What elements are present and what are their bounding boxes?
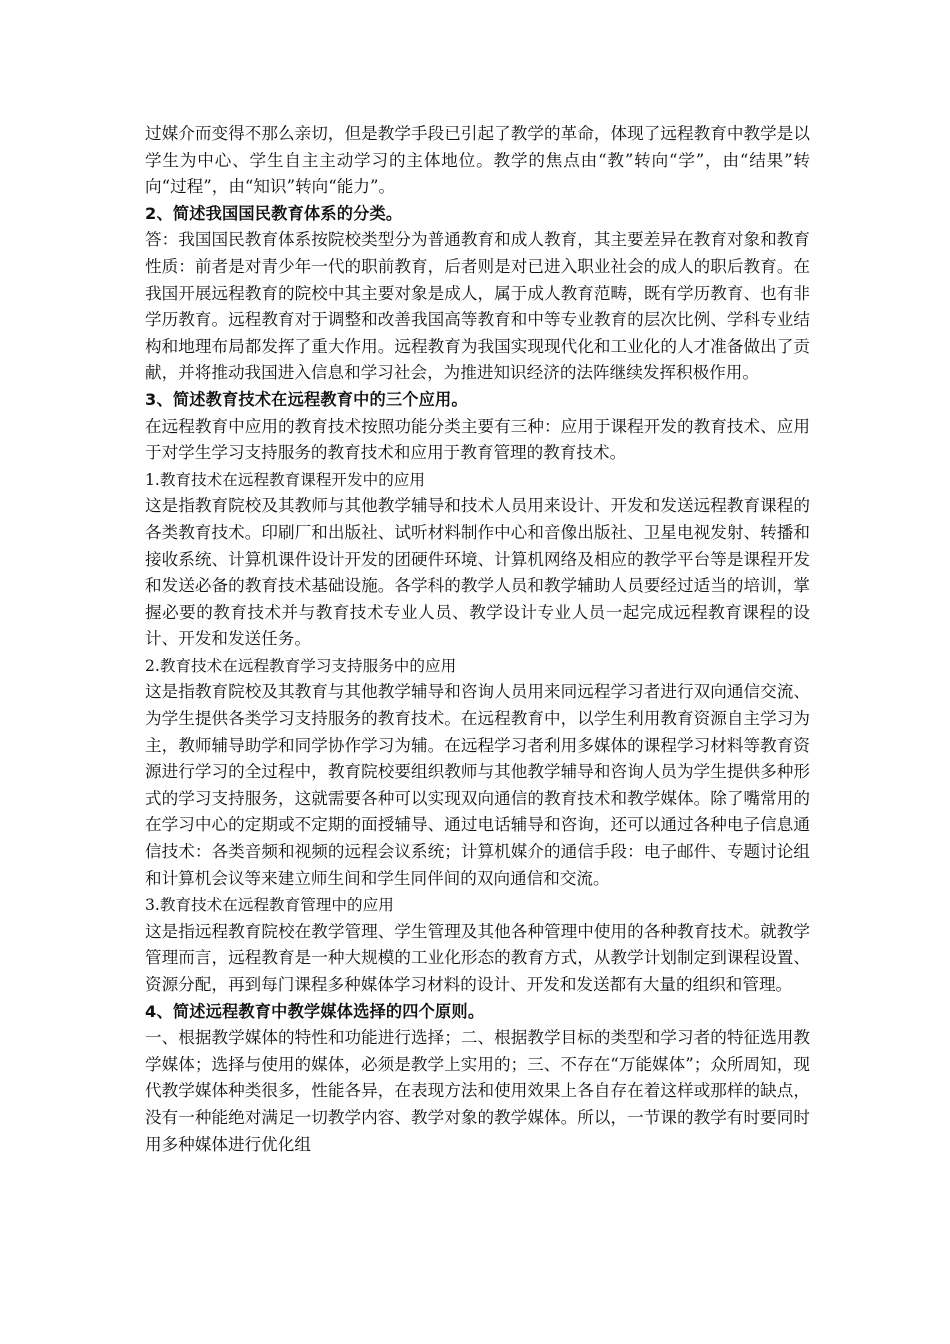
question-heading-3: 3、简述教育技术在远程教育中的三个应用。 xyxy=(145,389,468,409)
question-heading-4: 4、简述远程教育中教学媒体选择的四个原则。 xyxy=(145,1001,485,1021)
answer-paragraph-3-2: 这是指教育院校及其教育与其他教学辅导和咨询人员用来同远程学习者进行双向通信交流、为学生提供各类学习支持服务的教育技术。在远程教育中，以学生利用教育资源自主学习为主，教师辅导助学和同学协作学习为辅。在远程学习者利用多媒体的课程学习材料等教育资源进行学习的全过程中，教育院校要组织教师与其他教学辅导和咨询人员为学生提供多种形式的学习支持服务，这就需要各种可以实现双向通信的教育技术和教学媒体。除了嘴常用的在学习中心的定期或不定期的面授辅导、通过电话辅导和咨询，还可以通过各种电子信息通信技术：各类音频和视频的远程会议系统；计算机媒介的通信手段：电子邮件、专题讨论组和计算机会议等来建立师生间和学生同伴间的双向通信和交流。 xyxy=(145,682,810,888)
body-paragraph-intro: 过媒介而变得不那么亲切，但是教学手段已引起了教学的革命，体现了远程教育中教学是以学生为中心、学生自主主动学习的主体地位。教学的焦点由“教”转向“学”，由“结果”转向“过程”，由“知识”转向“能力”。 xyxy=(145,124,810,197)
answer-paragraph-4: 一、根据教学媒体的特性和功能进行选择；二、根据教学目标的类型和学习者的特征选用教学媒体；选择与使用的媒体，必须是教学上实用的；三、不存在“万能媒体”；众所周知，现代教学媒体种类很多，性能各异，在表现方法和使用效果上各自存在着这样或那样的缺点，没有一种能绝对满足一切教学内容、教学对象的教学媒体。所以，一节课的教学有时要同时用多种媒体进行优化组 xyxy=(145,1028,810,1154)
question-heading-2: 2、简述我国国民教育体系的分类。 xyxy=(145,203,403,223)
answer-paragraph-3-3: 这是指远程教育院校在教学管理、学生管理及其他各种管理中使用的各种教育技术。就教学管理而言，远程教育是一种大规模的工业化形态的教育方式，从教学计划制定到课程设置、资源分配，再到每门课程多种媒体学习材料的设计、开发和发送都有大量的组织和管理。 xyxy=(145,921,810,994)
subheading-3-2: 2.教育技术在远程教育学习支持服务中的应用 xyxy=(145,656,457,675)
document-body xyxy=(145,121,810,1158)
answer-paragraph-2: 答：我国国民教育体系按院校类型分为普通教育和成人教育，其主要差异在教育对象和教育性质：前者是对青少年一代的职前教育，后者则是对已进入职业社会的成人的职后教育。在我国开展远程教育的院校中其主要对象是成人，属于成人教育范畴，既有学历教育、也有非学历教育。远程教育对于调整和改善我国高等教育和中等专业教育的层次比例、学科专业结构和地理布局都发挥了重大作用。远程教育为我国实现现代化和工业化的人才准备做出了贡献，并将推动我国进入信息和学习社会，为推进知识经济的法阵继续发挥积极作用。 xyxy=(145,230,810,383)
subheading-3-3: 3.教育技术在远程教育管理中的应用 xyxy=(145,896,394,915)
answer-paragraph-3-1: 这是指教育院校及其教师与其他教学辅导和技术人员用来设计、开发和发送远程教育课程的各类教育技术。印刷厂和出版社、试听材料制作中心和音像出版社、卫星电视发射、转播和接收系统、计算机课件设计开发的团硬件环境、计算机网络及相应的教学平台等是课程开发和发送必备的教育技术基础设施。各学科的教学人员和教学辅助人员要经过适当的培训，掌握必要的教育技术并与教育技术专业人员、教学设计专业人员一起完成远程教育课程的设计、开发和发送任务。 xyxy=(145,496,810,649)
answer-paragraph-3-intro: 在远程教育中应用的教育技术按照功能分类主要有三种：应用于课程开发的教育技术、应用于对学生学习支持服务的教育技术和应用于教育管理的教育技术。 xyxy=(145,416,810,463)
subheading-3-1: 1.教育技术在远程教育课程开发中的应用 xyxy=(145,470,425,489)
